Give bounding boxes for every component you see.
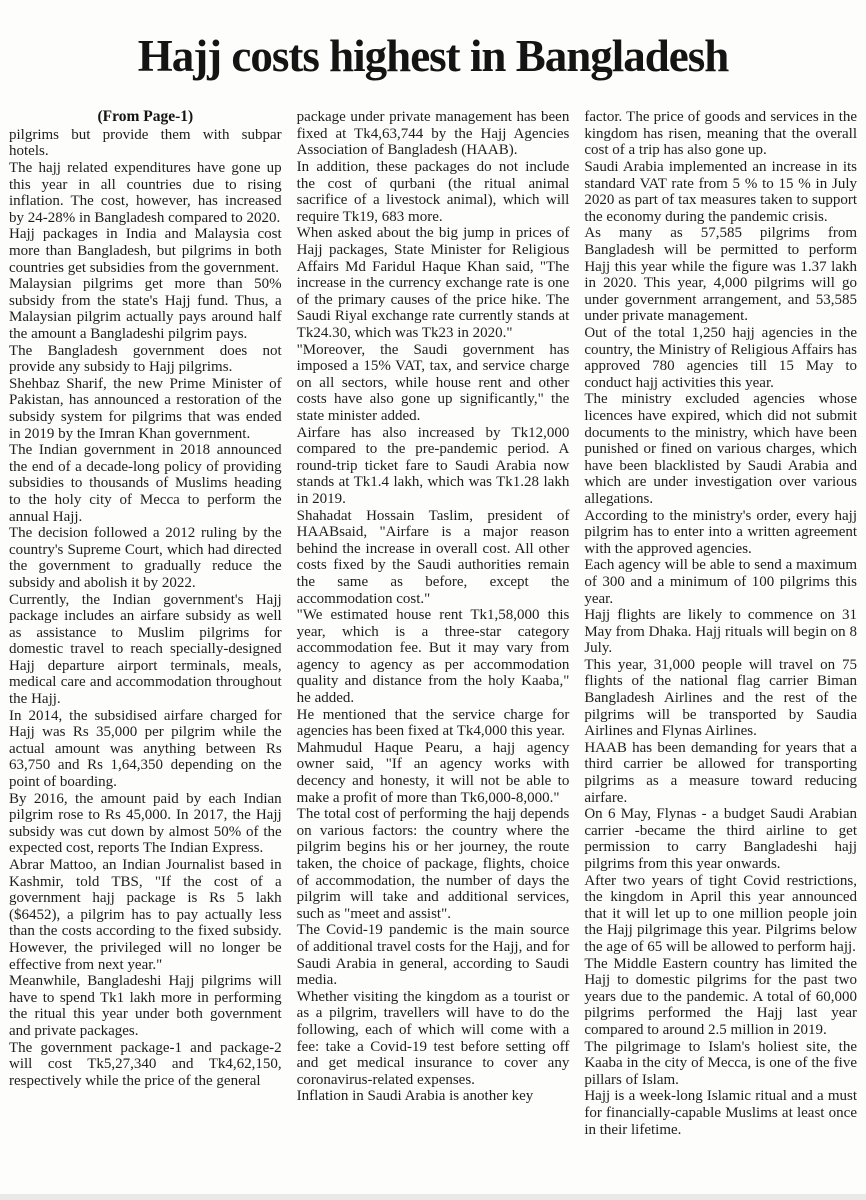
article-paragraph: Shehbaz Sharif, the new Prime Minister of Pakistan, has announced a restoration of the subsidy system for pilgrims that was ended in 2019 by the Imran Khan government. [9, 375, 282, 442]
article-paragraph: Whether visiting the kingdom as a tourist or as a pilgrim, travellers will have to do the following, each of which will come with a fee: take a Covid-19 test before setting off and get medical insurance to cover any coronavirus-related expenses. [296, 988, 570, 1088]
article-paragraph: He mentioned that the service charge for agencies has been fixed at Tk4,000 this year. [296, 706, 570, 740]
article-paragraph: package under private management has been fixed at Tk4,63,744 by the Hajj Agencies Association of Bangladesh (HAAB). [296, 109, 570, 159]
article-paragraph: Malaysian pilgrims get more than 50% subsidy from the state's Hajj fund. Thus, a Malaysian pilgrim actually pays around half the amount a Bangladeshi pilgrim pays. [9, 276, 282, 342]
article-paragraph: HAAB has been demanding for years that a third carrier be allowed for transporting pilgrims as a measure toward reducing airfare. [584, 739, 858, 806]
article-paragraph: The ministry excluded agencies whose licences have expired, which did not submit documents to the ministry, which have been punished or fined on various charges, which have been blacklisted by Saudi Arabia and which are under investigation over various allegations. [584, 391, 858, 507]
article-paragraph: Airfare has also increased by Tk12,000 compared to the pre-pandemic period. A round-trip ticket fare to Saudi Arabia now stands at Tk1.4 lakh, which was Tk1.28 lakh in 2019. [296, 424, 570, 507]
article-paragraph: The Bangladesh government does not provide any subsidy to Hajj pilgrims. [9, 342, 282, 376]
article-paragraph: By 2016, the amount paid by each Indian pilgrim rose to Rs 45,000. In 2017, the Hajj subsidy was cut down by almost 50% of the expected cost, reports The Indian Express. [9, 790, 282, 857]
article-paragraph: Mahmudul Haque Pearu, a hajj agency owner said, "If an agency works with decency and honesty, it will not be able to make a profit of more than Tk6,000-8,000." [296, 739, 570, 806]
article-paragraph: According to the ministry's order, every hajj pilgrim has to enter into a written agreement with the approved agencies. [584, 507, 858, 557]
article-paragraph: Shahadat Hossain Taslim, president of HAABsaid, "Airfare is a major reason behind the increase in overall cost. All other costs fixed by the Saudi authorities remain the same as before, except the accommodation cost." [296, 507, 570, 607]
scan-edge-shadow [0, 1194, 866, 1200]
article-paragraph: In 2014, the subsidised airfare charged for Hajj was Rs 35,000 per pilgrim while the actual amount was anything between Rs 63,750 and Rs 1,64,350 depending on the point of boarding. [9, 707, 282, 791]
article-paragraph: On 6 May, Flynas - a budget Saudi Arabian carrier -became the third airline to get permission to carry Bangladeshi hajj pilgrims from this year onwards. [584, 806, 858, 872]
article-paragraph: Abrar Mattoo, an Indian Journalist based in Kashmir, told TBS, "If the cost of a government hajj package is Rs 5 lakh ($6452), a pilgrim has to pay actually less than the costs according to the fixed subsidy. However, the privileged will no longer be effective from next year." [9, 857, 282, 973]
article-paragraph: This year, 31,000 people will travel on 75 flights of the national flag carrier Biman Bangladesh Airlines and the rest of the pilgrims will be transported by Saudia Airlines and Flynas Airlines. [584, 656, 858, 740]
from-page-byline: (From Page-1) [97, 108, 194, 126]
article-columns [0, 109, 866, 1138]
article-paragraph: The government package-1 and package-2 will cost Tk5,27,340 and Tk4,62,150, respectively while the price of the general [9, 1039, 282, 1089]
article-paragraph: Inflation in Saudi Arabia is another key [296, 1088, 534, 1105]
article-column-3 [584, 109, 857, 1138]
article-column-1 [9, 109, 282, 1138]
article-paragraph: Out of the total 1,250 hajj agencies in the country, the Ministry of Religious Affairs has approved 780 agencies till 15 May to conduct hajj activities this year. [584, 325, 858, 391]
article-paragraph: Hajj flights are likely to commence on 31 May from Dhaka. Hajj rituals will begin on 8 July. [584, 607, 858, 657]
article-paragraph: As many as 57,585 pilgrims from Bangladesh will be permitted to perform Hajj this year while the figure was 1.37 lakh in 2020. This year, 4,000 pilgrims will go under government arrangement, and 53,585 under private management. [584, 225, 858, 325]
article-paragraph: Saudi Arabia implemented an increase in its standard VAT rate from 5 % to 15 % in July 2020 as part of tax measures taken to support the economy during the pandemic crisis. [584, 159, 858, 225]
article-paragraph: When asked about the big jump in prices of Hajj packages, State Minister for Religious Affairs Md Faridul Haque Khan said, "The increase in the currency exchange rate is one of the primary causes of the price hike. The Saudi Riyal exchange rate currently stands at Tk24.30, which was Tk23 in 2020." [296, 225, 570, 341]
article-paragraph: "Moreover, the Saudi government has imposed a 15% VAT, tax, and service charge on all sectors, while house rent and other costs have also gone up significantly," the state minister added. [296, 341, 570, 424]
column-3-paragraphs [584, 109, 857, 1138]
article-paragraph: factor. The price of goods and services in the kingdom has risen, meaning that the overall cost of a trip has also gone up. [584, 109, 858, 159]
article-paragraph: Currently, the Indian government's Hajj package includes an airfare subsidy as well as assistance to Muslim pilgrims for domestic travel to reach specially-designed Hajj departure airport terminals, meals, medical care and accommodation throughout the Hajj. [9, 591, 282, 708]
column-1-paragraphs [9, 127, 282, 1089]
article-headline: Hajj costs highest in Bangladesh [137, 31, 729, 82]
article-paragraph: Meanwhile, Bangladeshi Hajj pilgrims will have to spend Tk1 lakh more in performing the ritual this year under both government and private packages. [9, 973, 282, 1039]
article-paragraph: The Covid-19 pandemic is the main source of additional travel costs for the Hajj, and for Saudi Arabia in general, according to Saudi media. [296, 922, 570, 989]
column-2-paragraphs [297, 109, 570, 1105]
article-column-2 [297, 109, 570, 1138]
article-paragraph: The pilgrimage to Islam's holiest site, the Kaaba in the city of Mecca, is one of the five pillars of Islam. [584, 1038, 858, 1088]
article-paragraph: "We estimated house rent Tk1,58,000 this year, which is a three-star category accommodation fee. But it may vary from agency to agency as per accommodation quality and distance from the holy Kaaba," he added. [296, 607, 570, 707]
article-paragraph: pilgrims but provide them with subpar hotels. [9, 126, 282, 160]
article-paragraph: The decision followed a 2012 ruling by the country's Supreme Court, which had directed the government to gradually reduce the subsidy and abolish it by 2022. [9, 525, 282, 591]
article-paragraph: The total cost of performing the hajj depends on various factors: the country where the pilgrim begins his or her journey, the route taken, the choice of package, flights, choice of accommodation, the number of days the pilgrim will take and additional services, such as "meet and assist". [296, 806, 570, 922]
article-paragraph: After two years of tight Covid restrictions, the kingdom in April this year announced that it will let up to one million people join the Hajj pilgrimage this year. Pilgrims below the age of 65 will be allowed to perform hajj. [584, 872, 858, 955]
article-paragraph: The Indian government in 2018 announced the end of a decade-long policy of providing subsidies to thousands of Muslims heading to the holy city of Mecca to perform the annual Hajj. [9, 442, 282, 525]
article-paragraph: In addition, these packages do not include the cost of qurbani (the ritual animal sacrifice of a livestock animal), which will require Tk19, 683 more. [296, 159, 570, 225]
article-paragraph: Hajj packages in India and Malaysia cost more than Bangladesh, but pilgrims in both countries get subsidies from the government. [9, 226, 282, 276]
article-paragraph: Hajj is a week-long Islamic ritual and a must for financially-capable Muslims at least once in their lifetime. [584, 1088, 858, 1138]
article-paragraph: The Middle Eastern country has limited the Hajj to domestic pilgrims for the past two years due to the pandemic. A total of 60,000 pilgrims performed the Hajj last year compared to around 2.5 million in 2019. [584, 955, 858, 1038]
article-paragraph: Each agency will be able to send a maximum of 300 and a minimum of 100 pilgrims this year. [584, 557, 858, 607]
article-paragraph: The hajj related expenditures have gone up this year in all countries due to rising inflation. The cost, however, has increased by 24-28% in Bangladesh compared to 2020. [9, 160, 282, 226]
